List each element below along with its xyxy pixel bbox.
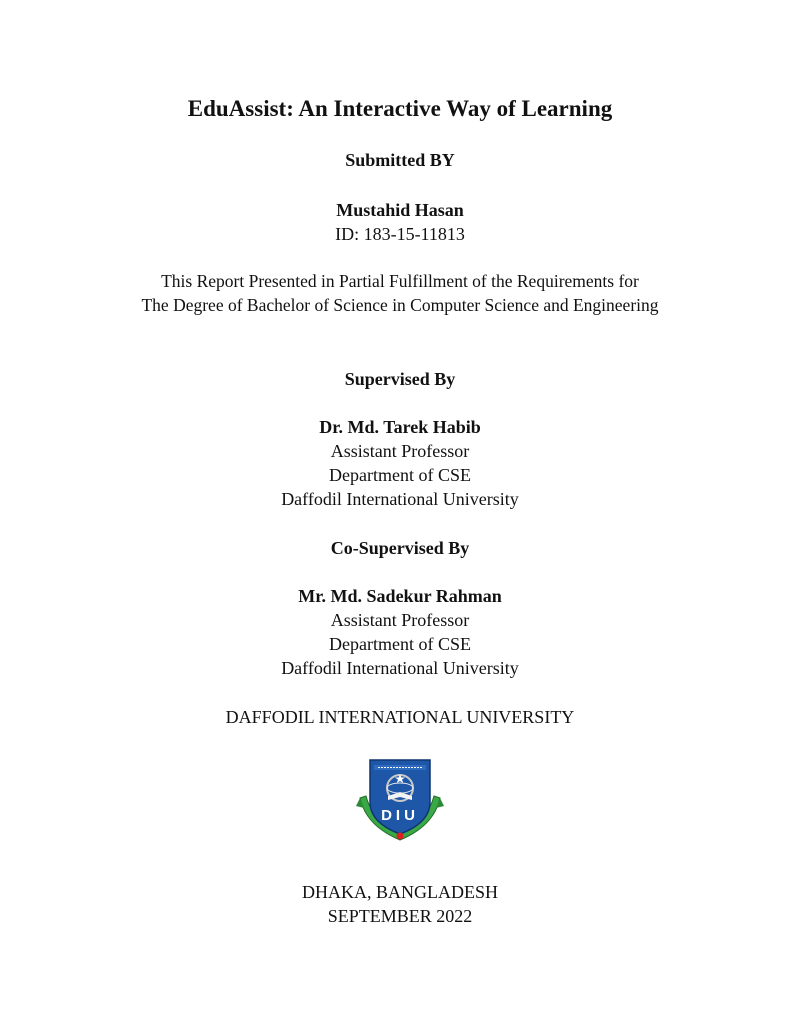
supervisor-university: Daffodil International University	[281, 489, 519, 509]
student-id: ID: 183-15-11813	[335, 224, 465, 244]
submission-date: SEPTEMBER 2022	[327, 906, 473, 926]
supervisor-designation: Assistant Professor	[330, 441, 470, 461]
university-crest-icon	[354, 756, 446, 848]
statement-line-2: The Degree of Bachelor of Science in Computer Science and Engineering	[141, 295, 659, 315]
statement-line-1: This Report Presented in Partial Fulfillment of the Requirements for	[161, 271, 639, 291]
location: DHAKA, BANGLADESH	[302, 882, 498, 902]
co-supervisor-department: Department of CSE	[329, 634, 471, 654]
co-supervisor-name: Mr. Md. Sadekur Rahman	[298, 586, 502, 606]
co-supervised-by-heading: Co-Supervised By	[330, 538, 470, 558]
submitted-by-heading: Submitted BY	[345, 150, 455, 170]
supervisor-department: Department of CSE	[329, 465, 471, 485]
supervised-by-heading: Supervised By	[344, 369, 456, 389]
student-name: Mustahid Hasan	[336, 200, 464, 220]
supervisor-name: Dr. Md. Tarek Habib	[319, 417, 481, 437]
co-supervisor-university: Daffodil International University	[281, 658, 519, 678]
report-title: EduAssist: An Interactive Way of Learning	[187, 96, 613, 121]
institution-name: DAFFODIL INTERNATIONAL UNIVERSITY	[225, 707, 575, 727]
co-supervisor-designation: Assistant Professor	[330, 610, 470, 630]
crest-letters: DIU	[381, 807, 419, 824]
